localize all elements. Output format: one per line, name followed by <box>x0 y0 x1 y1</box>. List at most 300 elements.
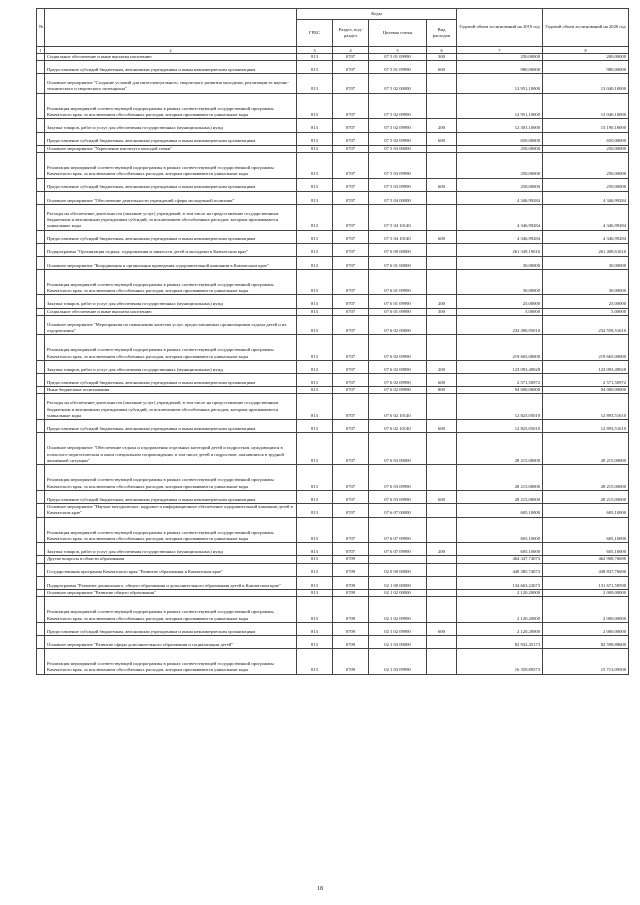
row-target-cell: 07 6 07 00000 <box>369 504 427 518</box>
table-row <box>37 465 629 491</box>
row-amount-2020-cell: 30,00000 <box>543 269 629 295</box>
row-kind-cell <box>427 256 457 269</box>
row-section-cell: 0707 <box>333 335 369 361</box>
row-amount-2020-cell: 28 215,00000 <box>543 490 629 503</box>
row-grbs-cell: 813 <box>297 61 333 74</box>
row-grbs-cell: 813 <box>297 93 333 119</box>
row-grbs-cell: 813 <box>297 465 333 491</box>
row-grbs-cell: 813 <box>297 490 333 503</box>
row-amount-2020-cell: 4 346,99284 <box>543 230 629 243</box>
row-number-cell <box>37 269 45 295</box>
row-section-cell: 0707 <box>333 178 369 191</box>
row-grbs-cell: 813 <box>297 256 333 269</box>
row-amount-2020-cell: 605,10000 <box>543 543 629 556</box>
page-number: 18 <box>317 886 323 892</box>
row-name-cell: Реализация мероприятий соответствующей подпрограммы в рамках соответствующей государственной программы Камчатского края, за исключением обособленных расходов, которым присваиваются уникальные коды <box>45 465 297 491</box>
table-row <box>37 295 629 308</box>
row-name-cell: Расходы на обеспечение деятельности (оказание услуг) учреждений, в том числе на предоставление государственным бюджетным и автономным учреждениям субсидий, за исключением обособленных расходов, которым присваиваются уникальные коды <box>45 204 297 230</box>
row-kind-cell <box>427 145 457 152</box>
row-kind-cell: 600 <box>427 61 457 74</box>
row-target-cell: 07 6 07 09990 <box>369 543 427 556</box>
row-amount-2019-cell: 5,00000 <box>457 308 543 315</box>
table-row <box>37 93 629 119</box>
table-row <box>37 335 629 361</box>
table-row <box>37 394 629 420</box>
row-target-cell: 07 6 00 00000 <box>369 243 427 256</box>
row-section-cell: 0709 <box>333 635 369 648</box>
row-amount-2019-cell: 12 825,05010 <box>457 420 543 433</box>
row-number-cell <box>37 256 45 269</box>
row-section-cell: 0707 <box>333 420 369 433</box>
row-name-cell: Основное мероприятие "Координация и организация проведения оздоровительной кампании в Камчатском крае" <box>45 256 297 269</box>
row-amount-2019-cell: 980,00000 <box>457 61 543 74</box>
row-target-cell: 02 1 03 00000 <box>369 635 427 648</box>
row-number-cell <box>37 465 45 491</box>
row-number-cell <box>37 152 45 178</box>
row-name-cell: Предоставление субсидий бюджетным, автономным учреждениям и иным некоммерческим организациям <box>45 178 297 191</box>
row-amount-2019-cell: 25,00000 <box>457 295 543 308</box>
row-grbs-cell: 813 <box>297 54 333 61</box>
row-kind-cell <box>427 517 457 543</box>
row-kind-cell <box>427 93 457 119</box>
row-target-cell: 07 6 07 09990 <box>369 517 427 543</box>
row-section-cell: 0707 <box>333 152 369 178</box>
row-section-cell: 0707 <box>333 119 369 132</box>
row-amount-2019-cell: 4 346,99284 <box>457 191 543 204</box>
row-name-cell: Предоставление субсидий бюджетным, автономным учреждениям и иным некоммерческим организациям <box>45 622 297 635</box>
row-number-cell <box>37 191 45 204</box>
row-kind-cell: 200 <box>427 295 457 308</box>
row-amount-2019-cell: 123 093,49028 <box>457 360 543 373</box>
row-kind-cell: 800 <box>427 387 457 394</box>
row-number-cell <box>37 243 45 256</box>
row-number-cell <box>37 563 45 576</box>
row-amount-2020-cell: 219 665,00000 <box>543 335 629 361</box>
row-grbs-cell: 813 <box>297 269 333 295</box>
row-target-cell: 07 5 04 00000 <box>369 191 427 204</box>
row-grbs-cell: 813 <box>297 597 333 623</box>
row-kind-cell: 200 <box>427 119 457 132</box>
row-amount-2019-cell: 605,10000 <box>457 504 543 518</box>
row-amount-2020-cell: 250,00000 <box>543 152 629 178</box>
row-section-cell: 0707 <box>333 465 369 491</box>
row-kind-cell: 200 <box>427 543 457 556</box>
row-name-cell: Реализация мероприятий соответствующей подпрограммы в рамках соответствующей государственной программы Камчатского края, за исключением обособленных расходов, которым присваиваются уникальные коды <box>45 649 297 675</box>
row-target-cell: 07 5 04 10140 <box>369 230 427 243</box>
row-grbs-cell: 813 <box>297 576 333 589</box>
table-row <box>37 308 629 315</box>
row-kind-cell: 600 <box>427 132 457 145</box>
row-grbs-cell: 813 <box>297 119 333 132</box>
row-grbs-cell: 813 <box>297 504 333 518</box>
table-row <box>37 269 629 295</box>
row-grbs-cell: 813 <box>297 394 333 420</box>
row-section-cell: 0707 <box>333 61 369 74</box>
header-name <box>45 9 297 47</box>
table-row <box>37 230 629 243</box>
table-row <box>37 622 629 635</box>
row-kind-cell: 600 <box>427 490 457 503</box>
row-amount-2020-cell: 250,00000 <box>543 178 629 191</box>
row-section-cell: 0707 <box>333 191 369 204</box>
row-target-cell: 07 5 03 09990 <box>369 152 427 178</box>
budget-table <box>36 8 629 675</box>
row-section-cell: 0707 <box>333 256 369 269</box>
row-section-cell: 0709 <box>333 597 369 623</box>
column-index: 1 <box>37 47 45 54</box>
row-grbs-cell: 813 <box>297 243 333 256</box>
row-number-cell <box>37 132 45 145</box>
row-number-cell <box>37 54 45 61</box>
row-kind-cell <box>427 394 457 420</box>
table-row <box>37 517 629 543</box>
row-amount-2019-cell: 605,10000 <box>457 517 543 543</box>
row-amount-2019-cell: 440 385,74073 <box>457 563 543 576</box>
row-target-cell: 02 1 00 00000 <box>369 576 427 589</box>
row-kind-cell <box>427 204 457 230</box>
row-amount-2020-cell: 2 571,50972 <box>543 374 629 387</box>
table-row <box>37 374 629 387</box>
row-number-cell <box>37 145 45 152</box>
row-amount-2020-cell: 250,00000 <box>543 145 629 152</box>
row-grbs-cell: 813 <box>297 387 333 394</box>
row-amount-2020-cell: 123 093,49028 <box>543 360 629 373</box>
row-target-cell: 07 6 02 09990 <box>369 335 427 361</box>
row-target-cell: 02 1 02 09990 <box>369 597 427 623</box>
row-amount-2019-cell: 250,00000 <box>457 178 543 191</box>
table-row <box>37 576 629 589</box>
row-number-cell <box>37 649 45 675</box>
row-target-cell: 07 6 03 09990 <box>369 465 427 491</box>
row-amount-2019-cell: 12 951,10000 <box>457 74 543 93</box>
table-row <box>37 504 629 518</box>
row-grbs-cell: 813 <box>297 433 333 465</box>
budget-table-page <box>36 8 628 675</box>
row-amount-2019-cell: 28 215,00000 <box>457 465 543 491</box>
row-name-cell: Закупка товаров, работ и услуг для обеспечения государственных (муниципальных) нужд <box>45 543 297 556</box>
row-kind-cell <box>427 243 457 256</box>
table-row <box>37 178 629 191</box>
column-index-row <box>37 47 629 54</box>
row-kind-cell <box>427 635 457 648</box>
row-target-cell: 07 5 03 00000 <box>369 145 427 152</box>
row-grbs-cell: 813 <box>297 204 333 230</box>
row-target-cell: 07 6 03 00000 <box>369 433 427 465</box>
table-row <box>37 204 629 230</box>
row-grbs-cell: 813 <box>297 563 333 576</box>
row-number-cell <box>37 589 45 596</box>
row-name-cell: Расходы на обеспечение деятельности (оказание услуг) учреждений, в том числе на предоставление государственным бюджетным и автономным учреждениям субсидий, за исключением обособленных расходов, которым присваиваются уникальные коды <box>45 394 297 420</box>
table-row <box>37 420 629 433</box>
row-grbs-cell: 813 <box>297 335 333 361</box>
row-kind-cell <box>427 191 457 204</box>
header-target-article: Целевая статья <box>369 20 427 47</box>
header-expense-kind: Вид расходов <box>427 20 457 47</box>
row-number-cell <box>37 360 45 373</box>
table-row <box>37 132 629 145</box>
row-name-cell: Основное мероприятие "Мероприятия по повышению качества услуг, предоставляемых организациями отдыха детей и их оздоровления" <box>45 315 297 334</box>
row-section-cell: 0709 <box>333 622 369 635</box>
row-kind-cell <box>427 74 457 93</box>
table-row <box>37 360 629 373</box>
header-number: № <box>37 9 45 47</box>
row-amount-2020-cell: 261 408,61610 <box>543 243 629 256</box>
row-section-cell: 0707 <box>333 374 369 387</box>
row-number-cell <box>37 622 45 635</box>
row-amount-2019-cell: 250,00000 <box>457 145 543 152</box>
table-row <box>37 597 629 623</box>
row-amount-2020-cell: 13 040,10000 <box>543 74 629 93</box>
table-row <box>37 61 629 74</box>
row-amount-2019-cell: 605,10000 <box>457 543 543 556</box>
row-target-cell: 07 5 01 09990 <box>369 61 427 74</box>
table-row <box>37 54 629 61</box>
row-kind-cell <box>427 152 457 178</box>
row-kind-cell: 300 <box>427 308 457 315</box>
row-amount-2019-cell: 30,00000 <box>457 256 543 269</box>
row-target-cell: 07 6 02 00000 <box>369 315 427 334</box>
row-name-cell: Предоставление субсидий бюджетным, автономным учреждениям и иным некоммерческим организациям <box>45 420 297 433</box>
table-row <box>37 563 629 576</box>
row-amount-2020-cell: 200,00000 <box>543 54 629 61</box>
row-amount-2020-cell: 650,00000 <box>543 132 629 145</box>
row-kind-cell <box>427 556 457 563</box>
row-amount-2019-cell: 2 571,50972 <box>457 374 543 387</box>
row-number-cell <box>37 597 45 623</box>
row-grbs-cell: 813 <box>297 622 333 635</box>
row-grbs-cell: 813 <box>297 315 333 334</box>
row-section-cell: 0707 <box>333 93 369 119</box>
row-grbs-cell: 813 <box>297 374 333 387</box>
row-section-cell: 0709 <box>333 649 369 675</box>
row-amount-2019-cell: 464 347,74073 <box>457 556 543 563</box>
header-amount-2019: Годовой объем ассигнований на 2019 год <box>457 9 543 47</box>
row-kind-cell <box>427 597 457 623</box>
row-section-cell: 0709 <box>333 563 369 576</box>
row-section-cell: 0707 <box>333 132 369 145</box>
row-number-cell <box>37 576 45 589</box>
column-index: 3 <box>297 47 333 54</box>
row-amount-2020-cell: 82 598,88600 <box>543 635 629 648</box>
table-row <box>37 152 629 178</box>
row-amount-2020-cell: 12 893,51610 <box>543 420 629 433</box>
row-target-cell: 07 6 02 10140 <box>369 420 427 433</box>
row-amount-2020-cell: 94 000,00000 <box>543 387 629 394</box>
row-target-cell: 07 6 02 10140 <box>369 394 427 420</box>
row-amount-2019-cell: 219 665,00000 <box>457 335 543 361</box>
row-amount-2020-cell: 131 671,59590 <box>543 576 629 589</box>
row-amount-2019-cell: 2 120,20000 <box>457 589 543 596</box>
table-row <box>37 74 629 93</box>
row-amount-2020-cell: 13 040,10000 <box>543 93 629 119</box>
row-name-cell: Предоставление субсидий бюджетным, автономным учреждениям и иным некоммерческим организациям <box>45 374 297 387</box>
row-amount-2020-cell: 438 837,76690 <box>543 563 629 576</box>
row-kind-cell <box>427 335 457 361</box>
row-amount-2020-cell: 25,00000 <box>543 295 629 308</box>
row-kind-cell <box>427 649 457 675</box>
row-number-cell <box>37 315 45 334</box>
row-amount-2019-cell: 261 349,19010 <box>457 243 543 256</box>
row-number-cell <box>37 504 45 518</box>
row-number-cell <box>37 230 45 243</box>
row-target-cell: 07 6 02 09990 <box>369 374 427 387</box>
row-amount-2020-cell: 28 215,00000 <box>543 465 629 491</box>
row-target-cell: 07 6 02 09990 <box>369 360 427 373</box>
row-kind-cell <box>427 433 457 465</box>
row-amount-2019-cell: 82 932,45173 <box>457 635 543 648</box>
row-grbs-cell: 813 <box>297 152 333 178</box>
column-index: 4 <box>333 47 369 54</box>
row-kind-cell: 600 <box>427 622 457 635</box>
row-kind-cell: 600 <box>427 374 457 387</box>
column-index: 5 <box>369 47 427 54</box>
row-name-cell: Реализация мероприятий соответствующей подпрограммы в рамках соответствующей государственной программы Камчатского края, за исключением обособленных расходов, которым присваиваются уникальные коды <box>45 335 297 361</box>
row-amount-2020-cell: 2 000,00000 <box>543 622 629 635</box>
row-name-cell: Основное мероприятие "Укрепление института молодой семьи" <box>45 145 297 152</box>
row-name-cell: Основное мероприятие "Обеспечение деятельности учреждений сферы молодежной политики" <box>45 191 297 204</box>
row-amount-2020-cell: 980,00000 <box>543 61 629 74</box>
row-grbs-cell: 813 <box>297 230 333 243</box>
row-grbs-cell: 813 <box>297 649 333 675</box>
row-section-cell: 0707 <box>333 394 369 420</box>
row-number-cell <box>37 374 45 387</box>
row-name-cell: Закупка товаров, работ и услуг для обеспечения государственных (муниципальных) нужд <box>45 360 297 373</box>
row-number-cell <box>37 295 45 308</box>
row-number-cell <box>37 556 45 563</box>
row-grbs-cell: 813 <box>297 589 333 596</box>
row-name-cell: Социальное обеспечение и иные выплаты населению <box>45 54 297 61</box>
row-amount-2020-cell: 462 908,76690 <box>543 556 629 563</box>
column-index: 7 <box>457 47 543 54</box>
row-section-cell: 0707 <box>333 74 369 93</box>
row-amount-2020-cell: 30,00000 <box>543 256 629 269</box>
table-row <box>37 191 629 204</box>
row-grbs-cell: 813 <box>297 517 333 543</box>
row-section-cell: 0707 <box>333 315 369 334</box>
row-name-cell: Предоставление субсидий бюджетным, автономным учреждениям и иным некоммерческим организациям <box>45 61 297 74</box>
row-amount-2019-cell: 12 951,10000 <box>457 93 543 119</box>
row-number-cell <box>37 204 45 230</box>
row-kind-cell: 600 <box>427 230 457 243</box>
row-name-cell: Основное мероприятие "Создание условий для интеллектуального, творческого развития молодежи, реализации ее научно-технического и творческого потенциала" <box>45 74 297 93</box>
row-amount-2019-cell: 12 301,10000 <box>457 119 543 132</box>
row-target-cell: 07 6 01 09990 <box>369 269 427 295</box>
row-amount-2020-cell: 2 000,00000 <box>543 597 629 623</box>
row-section-cell: 0707 <box>333 387 369 394</box>
row-name-cell: Основное мероприятие "Развитие сферы дополнительного образования и социализации детей" <box>45 635 297 648</box>
row-grbs-cell: 813 <box>297 420 333 433</box>
row-section-cell: 0709 <box>333 589 369 596</box>
row-amount-2020-cell: 605,10000 <box>543 504 629 518</box>
row-name-cell: Реализация мероприятий соответствующей подпрограммы в рамках соответствующей государственной программы Камчатского края, за исключением обособленных расходов, которым присваиваются уникальные коды <box>45 269 297 295</box>
row-grbs-cell: 813 <box>297 145 333 152</box>
column-index: 6 <box>427 47 457 54</box>
table-row <box>37 556 629 563</box>
row-name-cell: Основное мероприятие "Развитие общего образования" <box>45 589 297 596</box>
table-row <box>37 649 629 675</box>
row-grbs-cell: 813 <box>297 295 333 308</box>
row-amount-2019-cell: 12 825,05010 <box>457 394 543 420</box>
row-section-cell: 0707 <box>333 360 369 373</box>
row-target-cell: 07 5 04 10140 <box>369 204 427 230</box>
row-target-cell: 07 6 01 09990 <box>369 295 427 308</box>
row-grbs-cell: 813 <box>297 308 333 315</box>
row-target-cell: 07 6 02 09990 <box>369 387 427 394</box>
row-section-cell: 0707 <box>333 490 369 503</box>
row-number-cell <box>37 119 45 132</box>
table-body <box>37 54 629 675</box>
row-name-cell: Подпрограмма "Развитие дошкольного, общего образования и дополнительного образования детей в Камчатском крае" <box>45 576 297 589</box>
row-kind-cell: 200 <box>427 360 457 373</box>
row-grbs-cell: 813 <box>297 178 333 191</box>
header-codes: Коды <box>297 9 457 20</box>
row-amount-2019-cell: 250,00000 <box>457 152 543 178</box>
row-grbs-cell: 813 <box>297 635 333 648</box>
row-name-cell: Закупка товаров, работ и услуг для обеспечения государственных (муниципальных) нужд <box>45 119 297 132</box>
row-kind-cell: 600 <box>427 420 457 433</box>
row-grbs-cell: 813 <box>297 191 333 204</box>
row-number-cell <box>37 517 45 543</box>
header-amount-2020: Годовой объем ассигнований на 2020 год <box>543 9 629 47</box>
row-number-cell <box>37 308 45 315</box>
row-kind-cell <box>427 465 457 491</box>
row-amount-2019-cell: 250,00000 <box>457 54 543 61</box>
row-kind-cell: 600 <box>427 178 457 191</box>
row-grbs-cell: 813 <box>297 74 333 93</box>
row-kind-cell <box>427 504 457 518</box>
row-target-cell: 07 5 01 09990 <box>369 54 427 61</box>
row-number-cell <box>37 635 45 648</box>
row-number-cell <box>37 335 45 361</box>
row-section-cell: 0707 <box>333 295 369 308</box>
row-name-cell: Предоставление субсидий бюджетным, автономным учреждениям и иным некоммерческим организациям <box>45 132 297 145</box>
row-target-cell: 07 6 03 09990 <box>369 490 427 503</box>
row-name-cell: Государственная программа Камчатского края "Развитие образования в Камчатском крае" <box>45 563 297 576</box>
row-grbs-cell: 813 <box>297 132 333 145</box>
row-name-cell: Реализация мероприятий соответствующей подпрограммы в рамках соответствующей государственной программы Камчатского края, за исключением обособленных расходов, которым присваиваются уникальные коды <box>45 517 297 543</box>
row-number-cell <box>37 93 45 119</box>
column-index: 2 <box>45 47 297 54</box>
row-amount-2019-cell: 94 000,00000 <box>457 387 543 394</box>
row-name-cell: Подпрограмма "Организация отдыха, оздоровления и занятости детей и молодежи в Камчатском крае" <box>45 243 297 256</box>
row-amount-2020-cell: 232 558,51610 <box>543 315 629 334</box>
row-section-cell: 0707 <box>333 204 369 230</box>
row-amount-2019-cell: 16 359,89573 <box>457 649 543 675</box>
header-grbs: ГРБС <box>297 20 333 47</box>
table-row <box>37 589 629 596</box>
row-section-cell: 0707 <box>333 145 369 152</box>
row-target-cell: 07 5 02 09990 <box>369 93 427 119</box>
row-name-cell: Основное мероприятие "Обеспечение отдыха и оздоровления отдельных категорий детей и подростков, нуждающихся в психолого-педагогическом и ином специальном сопровождении, в том числе детей и подростков, оказавшихся в трудной жизненной ситуации" <box>45 433 297 465</box>
row-kind-cell <box>427 563 457 576</box>
row-amount-2020-cell: 12 893,51610 <box>543 394 629 420</box>
row-amount-2019-cell: 2 120,20000 <box>457 622 543 635</box>
row-section-cell: 0707 <box>333 269 369 295</box>
row-target-cell <box>369 556 427 563</box>
row-amount-2020-cell: 13 190,10000 <box>543 119 629 132</box>
row-amount-2020-cell: 5,00000 <box>543 308 629 315</box>
row-amount-2019-cell: 650,00000 <box>457 132 543 145</box>
row-amount-2019-cell: 4 346,99284 <box>457 230 543 243</box>
row-number-cell <box>37 74 45 93</box>
row-section-cell: 0709 <box>333 556 369 563</box>
row-number-cell <box>37 394 45 420</box>
row-name-cell: Основное мероприятие "Научно-методическое, кадровое и информационное обеспечение оздоровительной кампании детей в Камчатском крае" <box>45 504 297 518</box>
table-row <box>37 243 629 256</box>
row-target-cell: 07 5 03 09990 <box>369 178 427 191</box>
column-index: 8 <box>543 47 629 54</box>
row-number-cell <box>37 387 45 394</box>
